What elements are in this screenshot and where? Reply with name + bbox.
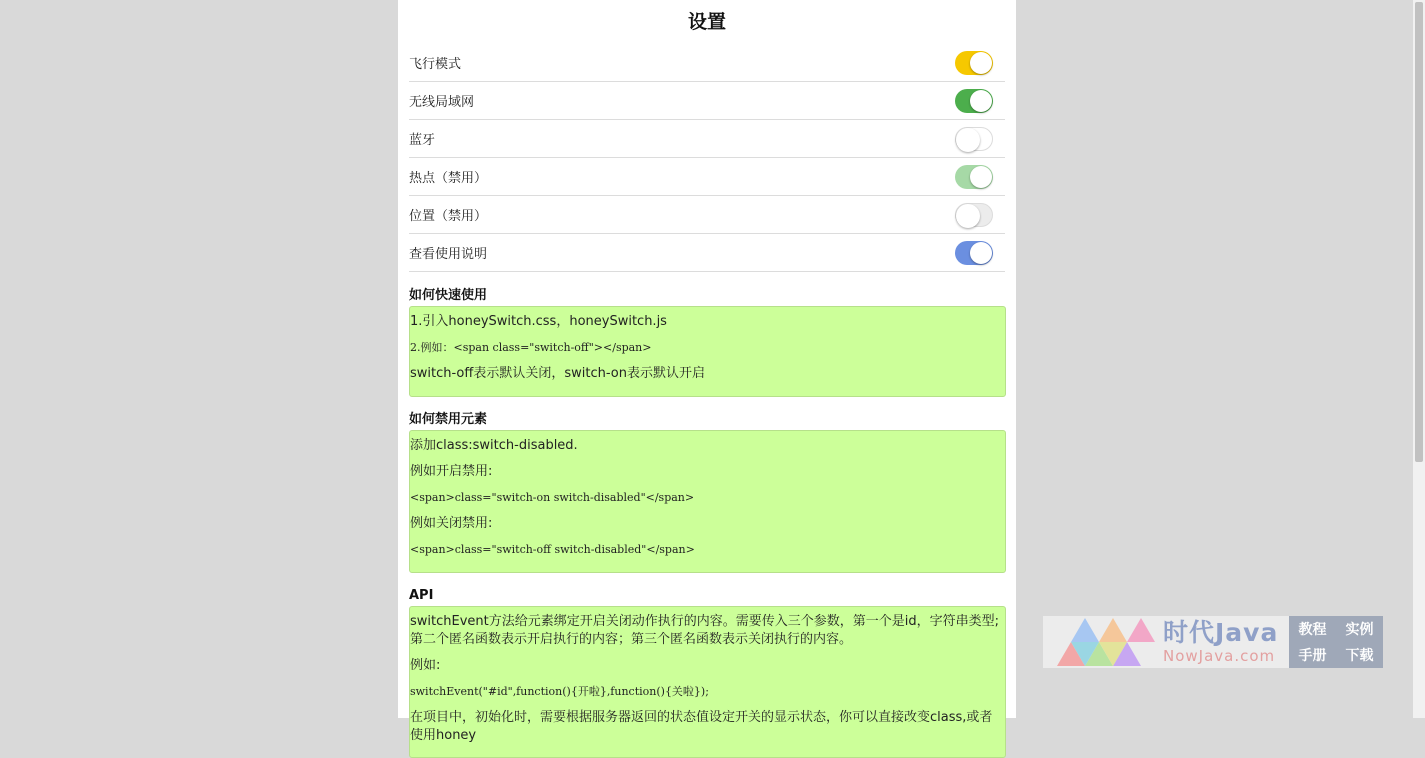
toggle-knob (970, 166, 992, 188)
setting-row-airplane (409, 44, 1005, 82)
info-line: 添加class:switch-disabled. (410, 438, 578, 453)
code-line: <span>class="switch-on switch-disabled"</span> (410, 491, 695, 504)
setting-row-wlan (409, 82, 1005, 120)
info-line: switch-off表示默认关闭，switch-on表示默认开启 (410, 366, 705, 381)
watermark-link-download[interactable]: 下载 (1345, 648, 1374, 664)
info-line: switchEvent方法给元素绑定开启关闭动作执行的内容。需要传入三个参数，第一个是id，字符串类型;第二个匿名函数表示开启执行的内容；第三个匿名函数表示关闭执行的内容。 (410, 614, 999, 647)
toggle-knob (970, 242, 992, 264)
code-line: <span>class="switch-off switch-disabled"</span> (410, 543, 695, 556)
code-line: 2.例如：<span class="switch-off"></span> (410, 341, 652, 354)
watermark-link-manual[interactable]: 手册 (1298, 648, 1327, 664)
watermark-brand[interactable] (1043, 616, 1289, 668)
page-title: 设置 (687, 11, 726, 33)
watermark-url: NowJava.com (1163, 647, 1276, 665)
info-box (409, 430, 1006, 573)
wlan-toggle[interactable] (955, 89, 993, 113)
setting-row-hotspot (409, 158, 1005, 196)
disable-section (409, 411, 1006, 573)
section-heading: 如何禁用元素 (409, 412, 488, 427)
location-toggle-disabled (955, 203, 993, 227)
section-heading: API (409, 588, 434, 603)
info-line: 例如关闭禁用: (410, 516, 493, 531)
info-line: 例如开启禁用: (410, 464, 493, 479)
toggle-knob (956, 204, 980, 228)
settings-list (409, 44, 1005, 272)
toggle-knob (970, 90, 992, 112)
setting-label: 蓝牙 (409, 133, 436, 148)
watermark-text (1163, 619, 1278, 665)
info-box (409, 606, 1006, 758)
setting-label: 飞行模式 (409, 57, 462, 72)
toggle-knob (970, 52, 992, 74)
code-line: switchEvent("#id",function(){开啦},function(){关啦}); (410, 685, 709, 698)
setting-label: 热点（禁用） (409, 171, 488, 186)
api-section (409, 587, 1006, 758)
setting-label: 位置（禁用） (409, 209, 488, 224)
watermark-banner[interactable] (1043, 616, 1383, 668)
section-heading: 如何快速使用 (409, 288, 488, 303)
setting-label: 查看使用说明 (409, 247, 488, 262)
triangle-logo-icon (1057, 618, 1157, 666)
setting-row-location (409, 196, 1005, 234)
page-scrollbar[interactable] (1413, 0, 1425, 718)
info-box (409, 306, 1006, 397)
info-line: 例如: (410, 658, 441, 673)
airplane-mode-toggle[interactable] (955, 51, 993, 75)
toggle-knob (956, 128, 980, 152)
info-line: 1.引入honeySwitch.css，honeySwitch.js (410, 314, 667, 329)
quick-usage-section (409, 287, 1006, 397)
scrollbar-thumb[interactable] (1415, 2, 1423, 462)
info-line: 在项目中，初始化时，需要根据服务器返回的状态值设定开关的显示状态，你可以直接改变class,或者使用honey (410, 710, 993, 743)
watermark-links (1289, 616, 1383, 668)
show-instructions-toggle[interactable] (955, 241, 993, 265)
watermark-link-tutorial[interactable]: 教程 (1298, 622, 1327, 638)
bluetooth-toggle[interactable] (955, 127, 993, 151)
setting-label: 无线局域网 (409, 95, 475, 110)
hotspot-toggle-disabled (955, 165, 993, 189)
setting-row-bluetooth (409, 120, 1005, 158)
setting-row-help (409, 234, 1005, 272)
settings-page (398, 0, 1016, 743)
watermark-brand-name: 时代Java (1163, 618, 1279, 647)
watermark-link-examples[interactable]: 实例 (1345, 622, 1374, 638)
